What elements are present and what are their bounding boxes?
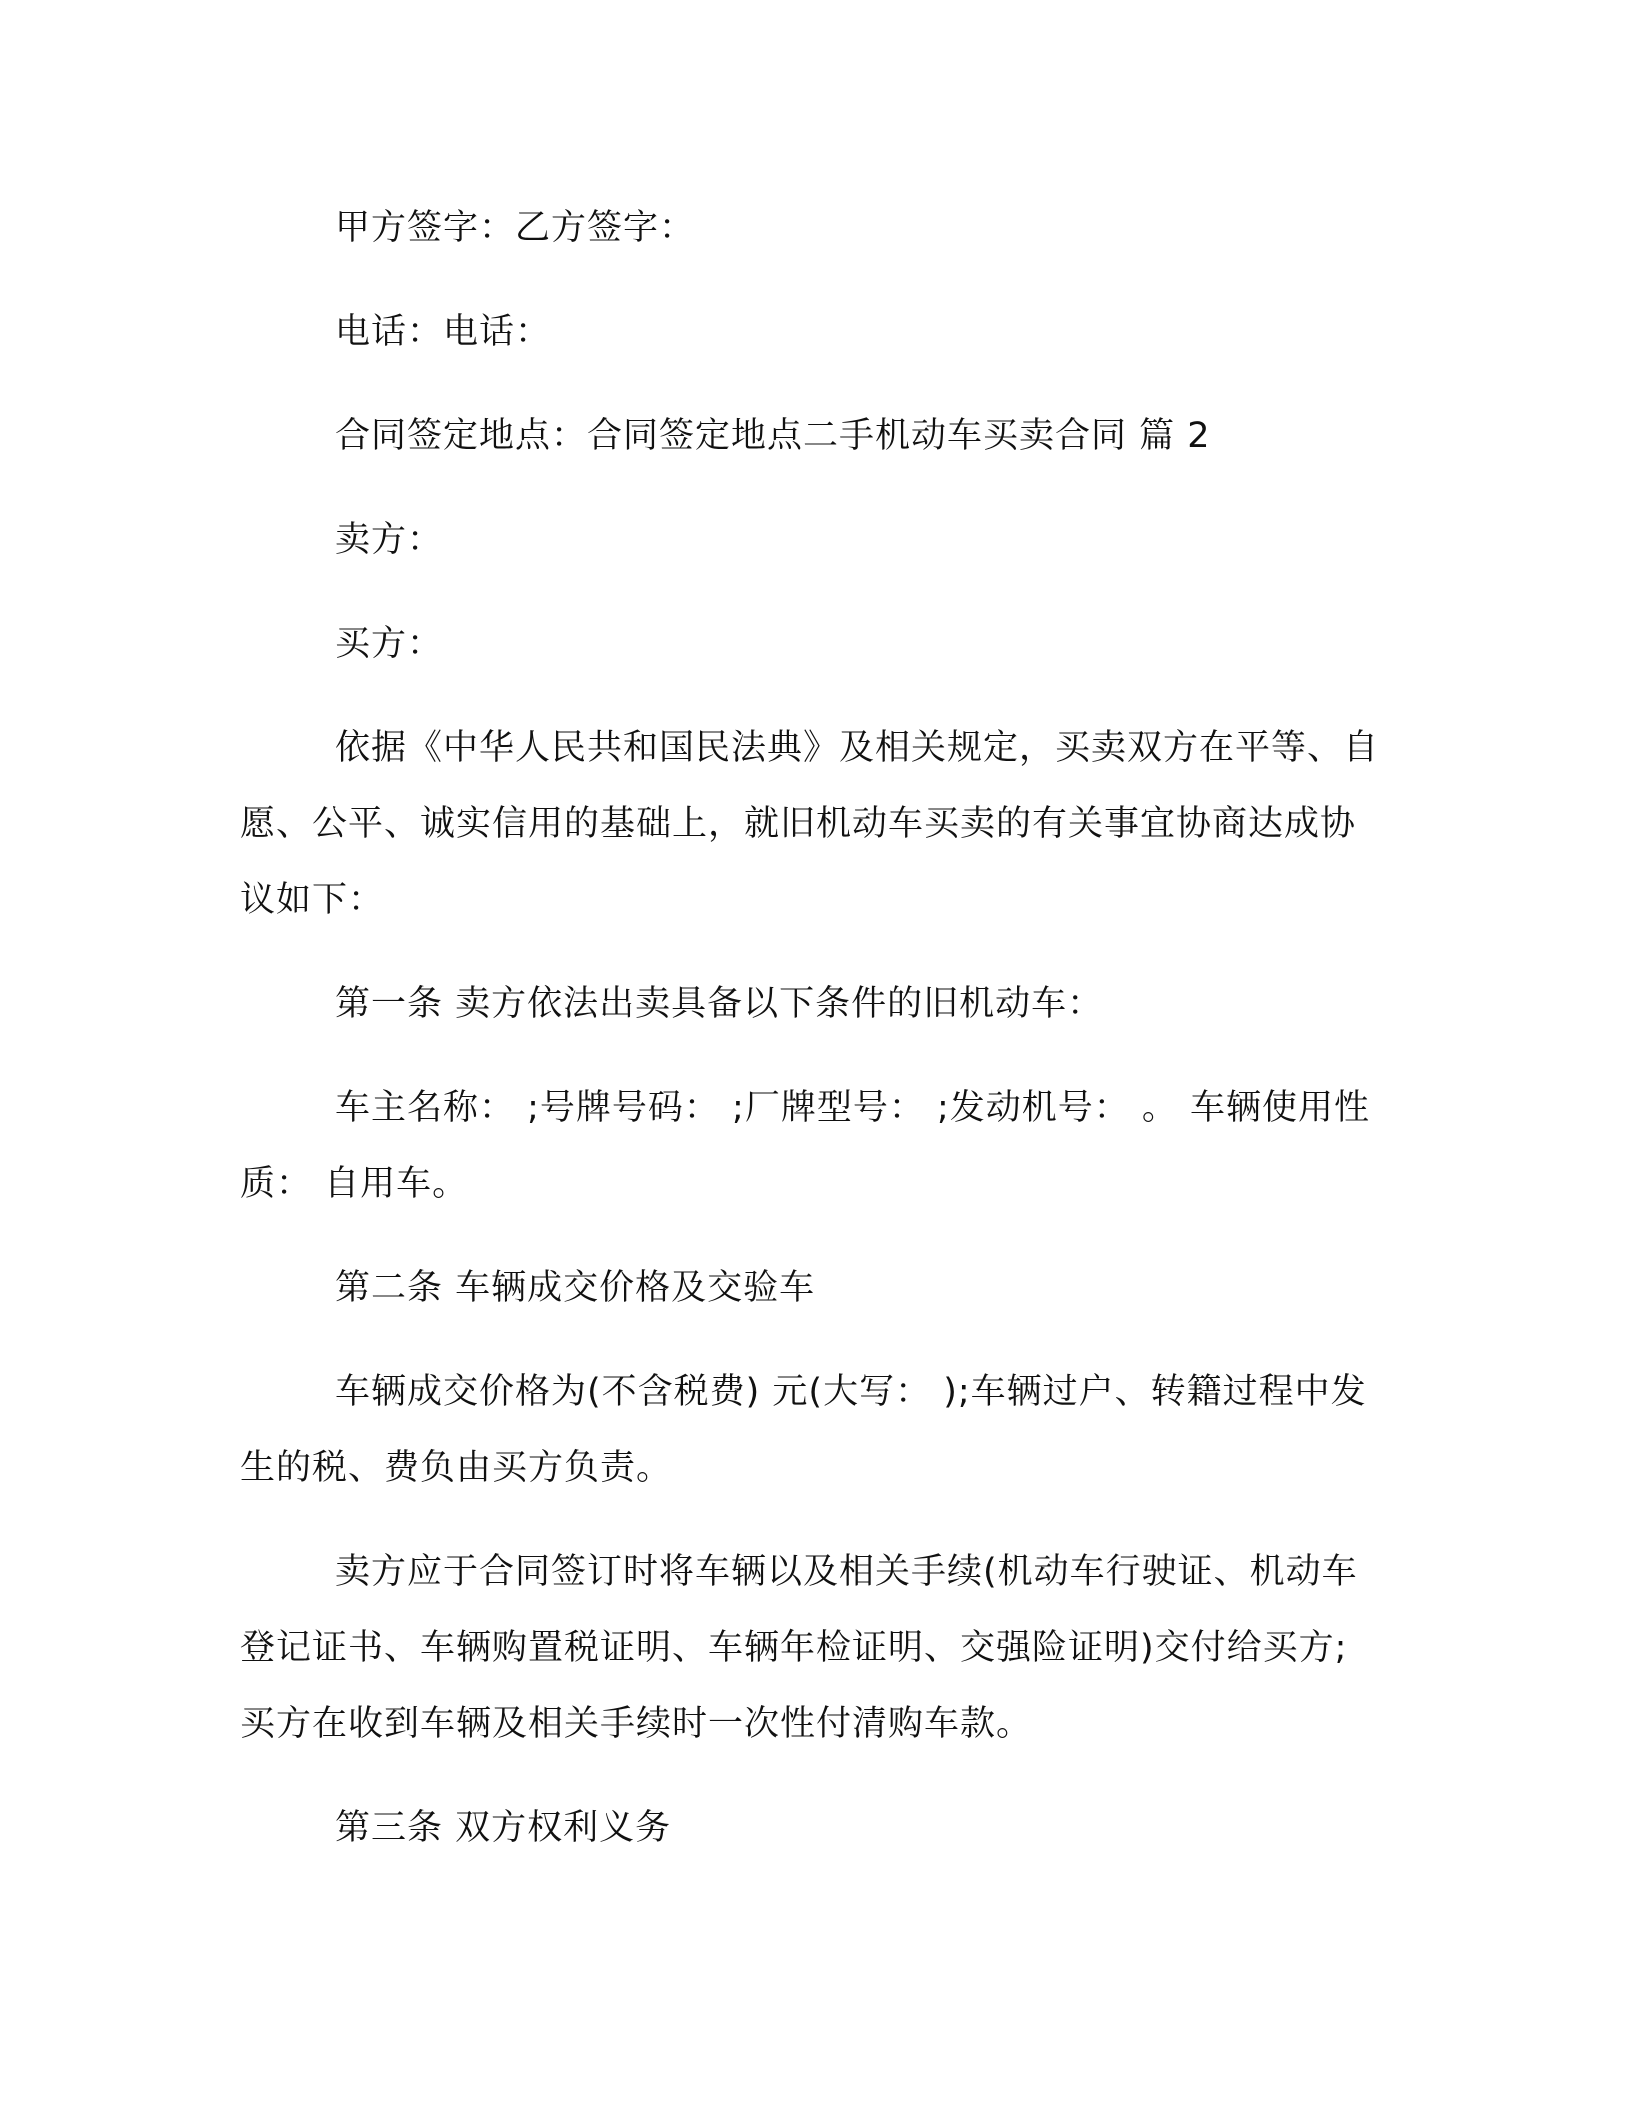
contract-location-line: 合同签定地点：合同签定地点二手机动车买卖合同 篇 2 [335, 416, 1211, 456]
seller-line: 卖方： [335, 520, 444, 560]
price-paragraph: 车辆成交价格为(不含税费) 元(大写： );车辆过户、转籍过程中发生的税、费负由买方负责。 [240, 1372, 1367, 1488]
phone-line: 电话：电话： [335, 312, 552, 352]
preamble-paragraph: 依据《中华人民共和国民法典》及相关规定，买卖双方在平等、自愿、公平、诚实信用的基础上，就旧机动车买卖的有关事宜协商达成协议如下： [240, 728, 1380, 920]
article-3-heading: 第三条 双方权利义务 [335, 1808, 672, 1848]
document-body [240, 190, 1380, 1894]
article-1-heading: 第一条 卖方依法出卖具备以下条件的旧机动车： [335, 984, 1104, 1024]
signature-line: 甲方签字：乙方签字： [335, 208, 696, 248]
vehicle-details-paragraph: 车主名称： ;号牌号码： ;厂牌型号： ;发动机号： 。 车辆使用性质： 自用车。 [240, 1088, 1371, 1204]
delivery-paragraph: 卖方应于合同签订时将车辆以及相关手续(机动车行驶证、机动车登记证书、车辆购置税证明、车辆年检证明、交强险证明)交付给买方;买方在收到车辆及相关手续时一次性付清购车款。 [240, 1552, 1358, 1744]
article-2-heading: 第二条 车辆成交价格及交验车 [335, 1268, 816, 1308]
buyer-line: 买方： [335, 624, 444, 664]
